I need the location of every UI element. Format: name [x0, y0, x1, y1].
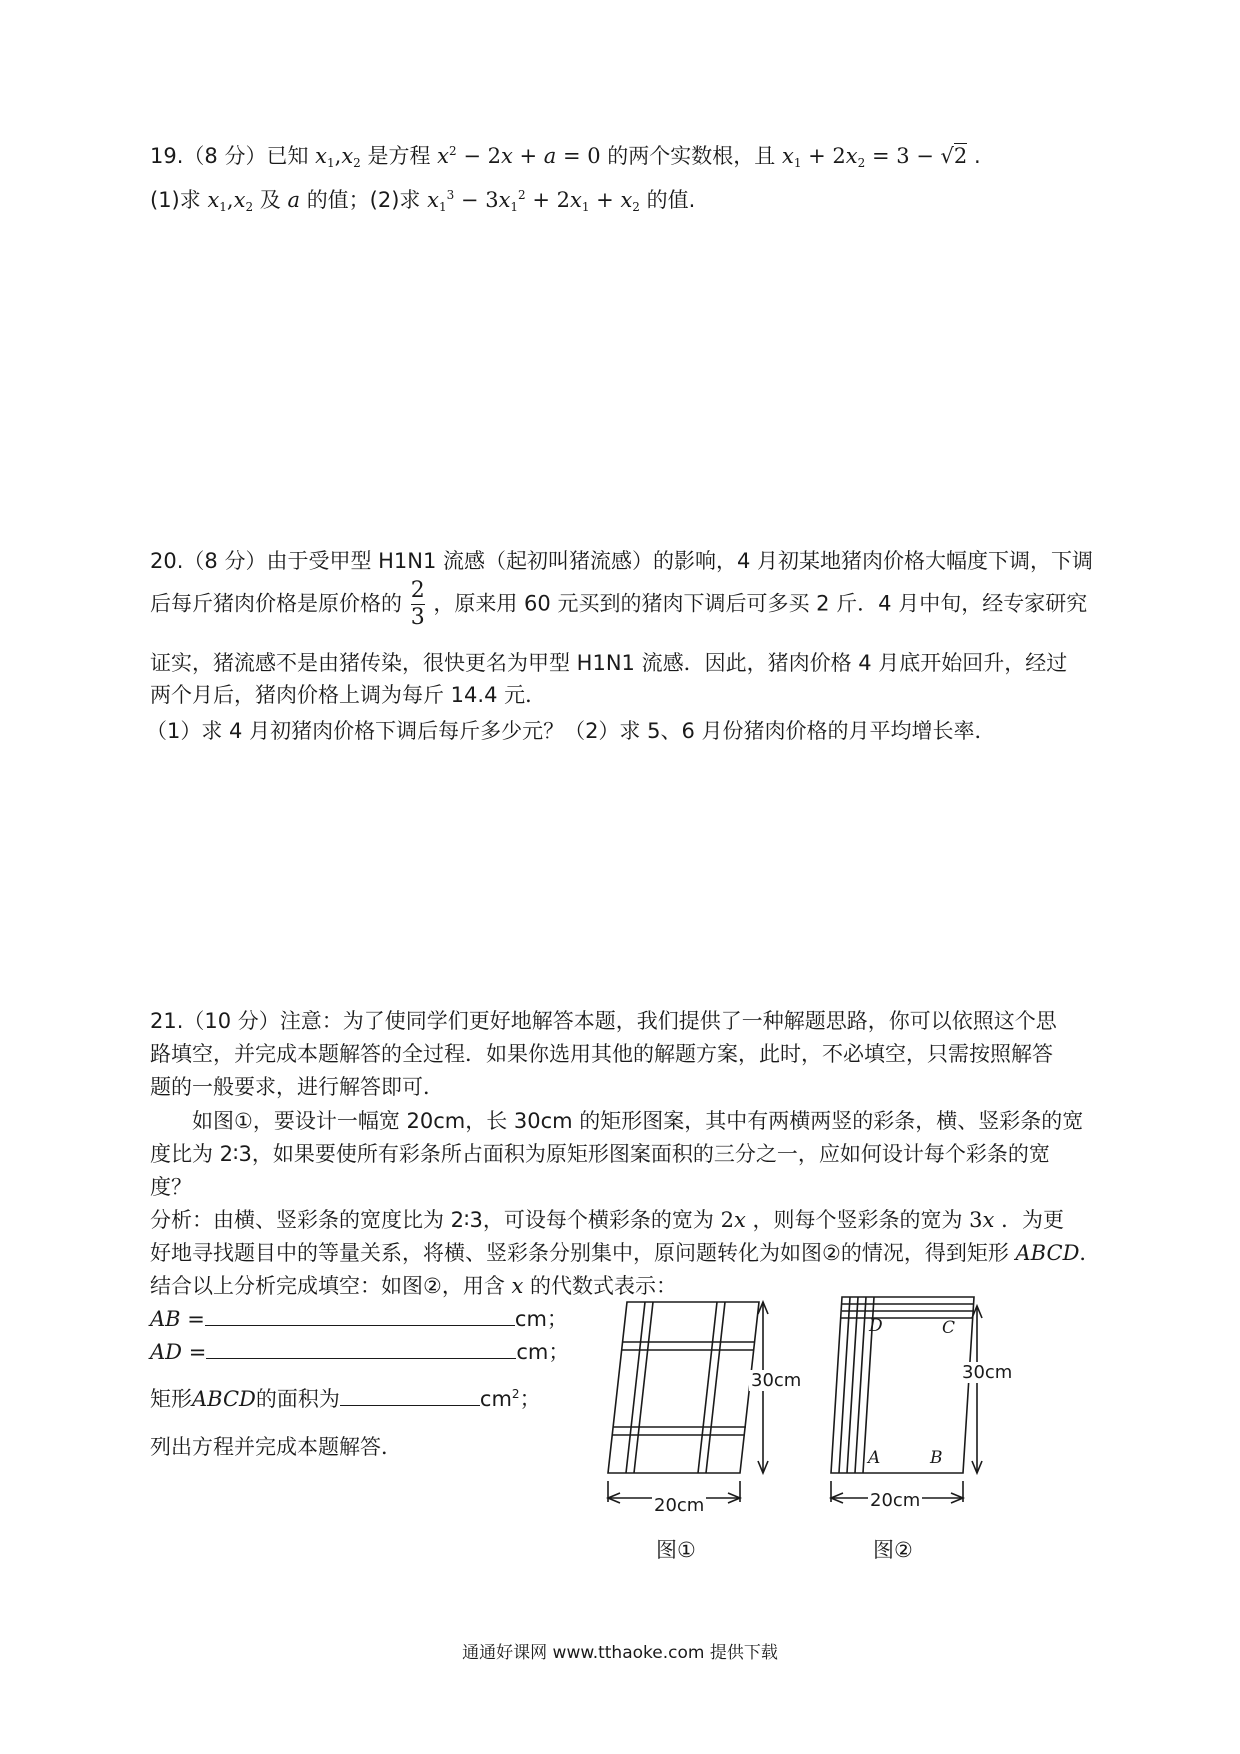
figure-2-drawing: [818, 1290, 1048, 1580]
q19-equation: $x^2 - 2x + a = 0$: [437, 144, 601, 168]
fig2-caption: 图②: [873, 1538, 913, 1562]
q20-line5: （1）求 4 月初猪肉价格下调后每斤多少元？（2）求 5、6 月份猪肉价格的月平均增长率．: [146, 719, 996, 743]
vertex-a-label: A: [868, 1448, 881, 1468]
q19-line2: (1)求 $x_1,x_2$ 及 a 的值；(2)求 $x_1^3 - 3x_1^2 + 2x_1 + x_2$ 的值.: [150, 188, 696, 214]
q19-number: 19.: [150, 144, 184, 168]
q19-score: （8 分）: [183, 144, 267, 168]
q21-line5: 度比为 2∶3，如果要使所有彩条所占面积为原矩形图案面积的三分之一，应如何设计每个彩条的宽: [150, 1142, 1050, 1166]
q21-line7: 分析：由横、竖彩条的宽度比为 2∶3，可设每个横彩条的宽为 2x ，则每个竖彩条的宽为 3x ．为更: [150, 1208, 1065, 1232]
q21-line6: 度？: [150, 1175, 192, 1199]
ad-answer-blank[interactable]: [206, 1340, 516, 1359]
area-fill-line: 矩形ABCD的面积为 $cm^2$；: [150, 1387, 541, 1411]
page-footer: 通通好课网 www.tthaoke.com 提供下载: [462, 1643, 778, 1663]
q21-line1: 21.（10 分）注意：为了使同学们更好地解答本题，我们提供了一种解题思路，你可以依照这个思: [150, 1009, 1057, 1033]
figure-2: [818, 1290, 1048, 1580]
q21-last-line: 列出方程并完成本题解答．: [150, 1435, 402, 1459]
q19-condition: $x_1 + 2x_2 = 3 - √2$: [781, 144, 968, 170]
q19-line1: 19.（8 分）已知 $x_1,x_2$ 是方程 $x^2 - 2x + a = 0$ 的两个实数根，且 $x_1 + 2x_2 = 3 - √2$ .: [150, 144, 981, 170]
figure-1-drawing: [600, 1290, 830, 1580]
fig2-height-label: 30cm: [962, 1362, 1013, 1383]
q21-line2: 路填空，并完成本题解答的全过程．如果你选用其他的解题方案，此时，不必填空，只需按照解答: [150, 1042, 1053, 1066]
q20-line4: 两个月后，猪肉价格上调为每斤 14.4 元．: [150, 683, 547, 707]
q21-line3: 题的一般要求，进行解答即可．: [150, 1075, 444, 1099]
figure-1: [600, 1290, 830, 1580]
fig2-width-label: 20cm: [870, 1490, 921, 1511]
q21-line9: 结合以上分析完成填空：如图②，用含 x 的代数式表示：: [150, 1274, 678, 1298]
vertex-d-label: D: [869, 1316, 883, 1336]
ab-answer-blank[interactable]: [205, 1307, 515, 1326]
q21-line4: 如图①，要设计一幅宽 20cm，长 30cm 的矩形图案，其中有两横两竖的彩条，横、竖彩条的宽: [192, 1109, 1084, 1133]
q19-expression: $x_1^3 - 3x_1^2 + 2x_1 + x_2$: [427, 188, 640, 214]
fig1-height-label: 30cm: [751, 1370, 802, 1391]
q20-line1: 20.（8 分）由于受甲型 H1N1 流感（起初叫猪流感）的影响，4 月初某地猪肉价格大幅度下调，下调: [150, 549, 1094, 573]
ad-fill-line: AD = cm；: [150, 1340, 570, 1364]
fig1-caption: 图①: [656, 1538, 696, 1562]
vertex-c-label: C: [942, 1318, 956, 1338]
q20-line2: 后每斤猪肉价格是原价格的 $\frac{2}{3}$ ，原来用 60 元买到的猪肉下调后可多买 2 斤．4 月中旬，经专家研究: [150, 578, 1088, 630]
fig1-width-label: 20cm: [654, 1495, 705, 1516]
q21-line8: 好地寻找题目中的等量关系，将横、竖彩条分别集中，原问题转化为如图②的情况，得到矩形 ABCD．: [150, 1241, 1101, 1265]
area-answer-blank[interactable]: [340, 1387, 480, 1406]
ab-fill-line: AB = cm；: [150, 1307, 568, 1331]
q19-roots: $x_1,x_2$: [315, 144, 361, 170]
two-thirds-fraction: $\frac{2}{3}$: [410, 578, 425, 630]
vertex-b-label: B: [930, 1448, 943, 1468]
q20-line3: 证实，猪流感不是由猪传染，很快更名为甲型 H1N1 流感．因此，猪肉价格 4 月底开始回升，经过: [150, 651, 1068, 675]
